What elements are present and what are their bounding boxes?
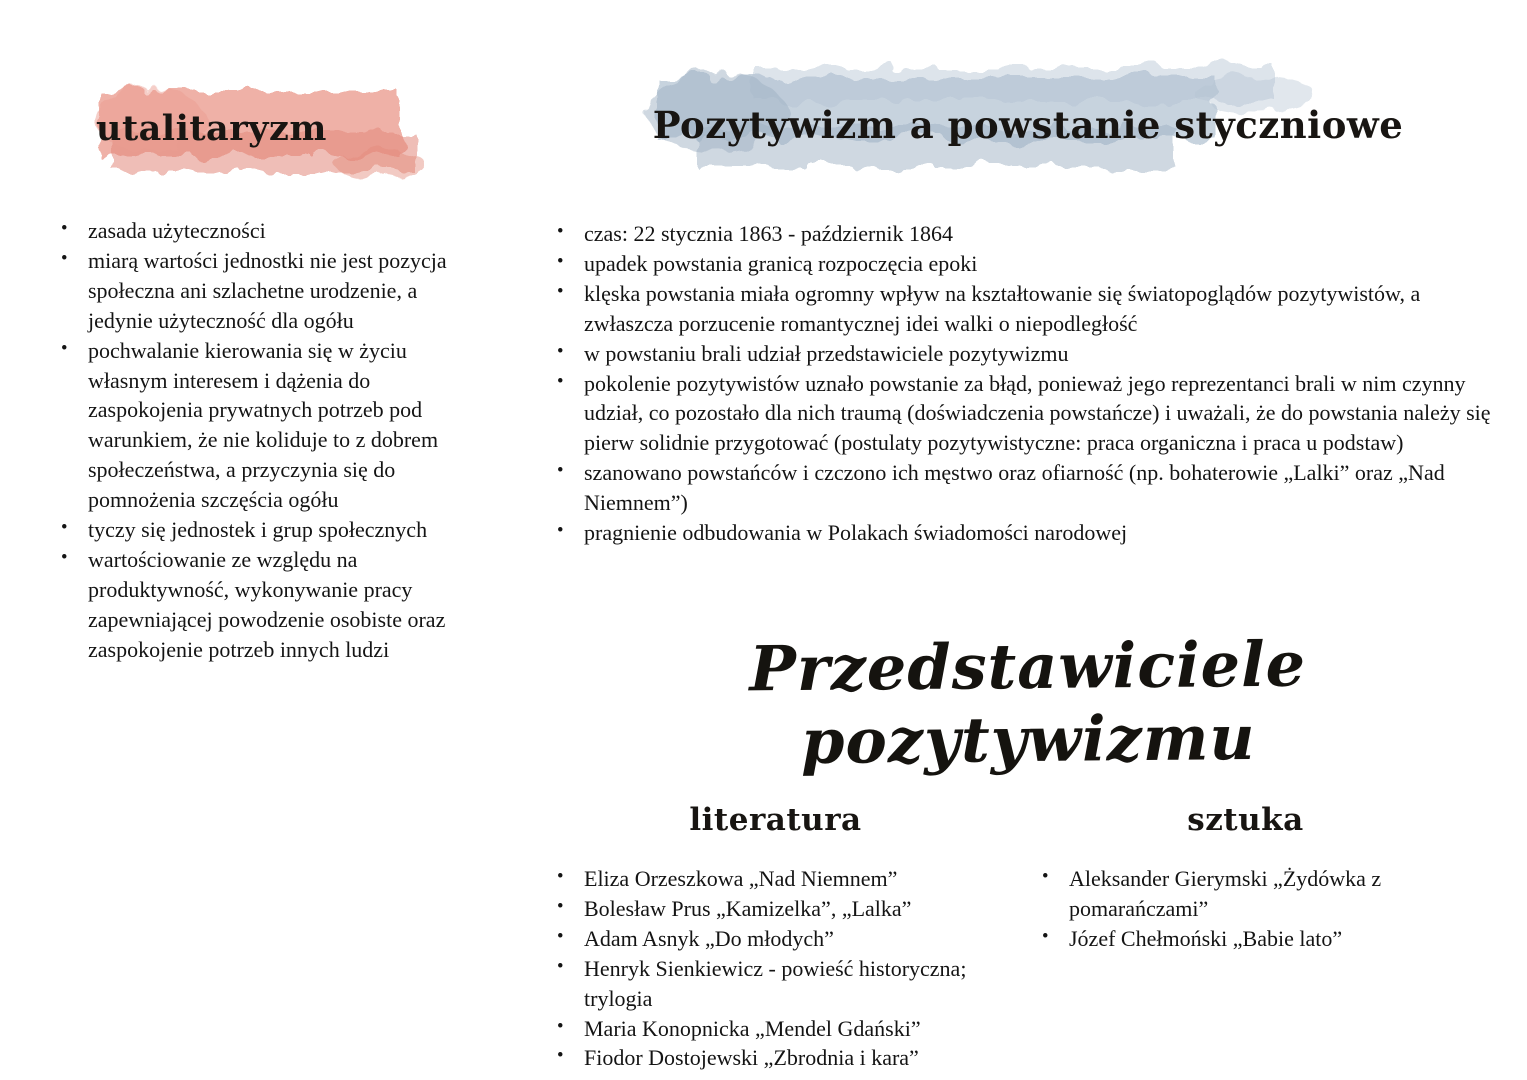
bullet-item: • Adam Asnyk „Do młodych” (548, 924, 1003, 954)
bullet-item: • pragnienie odbudowania w Polakach świadomości narodowej (548, 518, 1508, 548)
bullet-item: • pochwalanie kierowania się w życiu własnym interesem i dążenia do zaspokojenia prywatnych potrzeb pod warunkiem, że nie koliduje to z dobrem społeczeństwa, a przyczynia się do pomnożenia szczęścia ogółu (52, 336, 470, 515)
bullet-item: • czas: 22 stycznia 1863 - październik 1864 (548, 219, 1508, 249)
bullet-item: • pokolenie pozytywistów uznało powstanie za błąd, ponieważ jego reprezentanci brali w nim czynny udział, co pozostało dla nich traumą (doświadczenia powstańcze) i uważali, że do powstania należy się pierw solidnie przygotować (postulaty pozytywistyczne: praca organiczna i praca u podstaw) (548, 369, 1508, 459)
utilitarianism-list (52, 216, 470, 665)
bullet-item: • tyczy się jednostek i grup społecznych (52, 515, 470, 545)
utilitarianism-heading-area (52, 72, 470, 204)
art-column (1033, 802, 1458, 1073)
literature-column (548, 802, 1003, 1073)
representatives-title: Przedstawiciele pozytywizmu (749, 627, 1307, 778)
bullet-item: • Henryk Sienkiewicz - powieść historyczna; trylogia (548, 954, 1003, 1014)
bullet-item: • Aleksander Gierymski „Żydówka z pomarańczami” (1033, 864, 1458, 924)
bullet-item: • w powstaniu brali udział przedstawiciele pozytywizmu (548, 339, 1508, 369)
positivism-list (548, 219, 1508, 548)
bullet-item: • zasada użyteczności (52, 216, 470, 246)
bullet-item: • Maria Konopnicka „Mendel Gdański” (548, 1014, 1003, 1044)
art-list (1033, 864, 1458, 954)
positivism-section (548, 55, 1508, 1073)
bullet-item: • wartościowanie ze względu na produktywność, wykonywanie pracy zapewniającej powodzenie osobiste oraz zaspokojenie potrzeb innych ludzi (52, 545, 470, 665)
positivism-title: Pozytywizm a powstanie styczniowe (652, 103, 1404, 147)
bullet-item: • Fiodor Dostojewski „Zbrodnia i kara” (548, 1043, 1003, 1073)
literature-title: literatura (689, 801, 862, 838)
bullet-item: • klęska powstania miała ogromny wpływ na kształtowanie się światopoglądów pozytywistów, a zwłaszcza porzucenie romantycznej idei walki o niepodległość (548, 279, 1508, 339)
utilitarianism-title: utalitaryzm (96, 108, 327, 149)
bullet-item: • miarą wartości jednostki nie jest pozycja społeczna ani szlachetne urodzenie, a jedynie użyteczność dla ogółu (52, 246, 470, 336)
representatives-columns (548, 802, 1508, 1073)
literature-list (548, 864, 1003, 1073)
bullet-item: • Bolesław Prus „Kamizelka”, „Lalka” (548, 894, 1003, 924)
bullet-item: • Eliza Orzeszkowa „Nad Niemnem” (548, 864, 1003, 894)
art-title: sztuka (1187, 801, 1304, 838)
positivism-heading-area (548, 55, 1508, 207)
bullet-item: • upadek powstania granicą rozpoczęcia epoki (548, 249, 1508, 279)
bullet-item: • szanowano powstańców i czczono ich męstwo oraz ofiarność (np. bohaterowie „Lalki” oraz „Nad Niemnem”) (548, 458, 1508, 518)
bullet-item: • Józef Chełmoński „Babie lato” (1033, 924, 1458, 954)
utilitarianism-section (52, 72, 470, 665)
